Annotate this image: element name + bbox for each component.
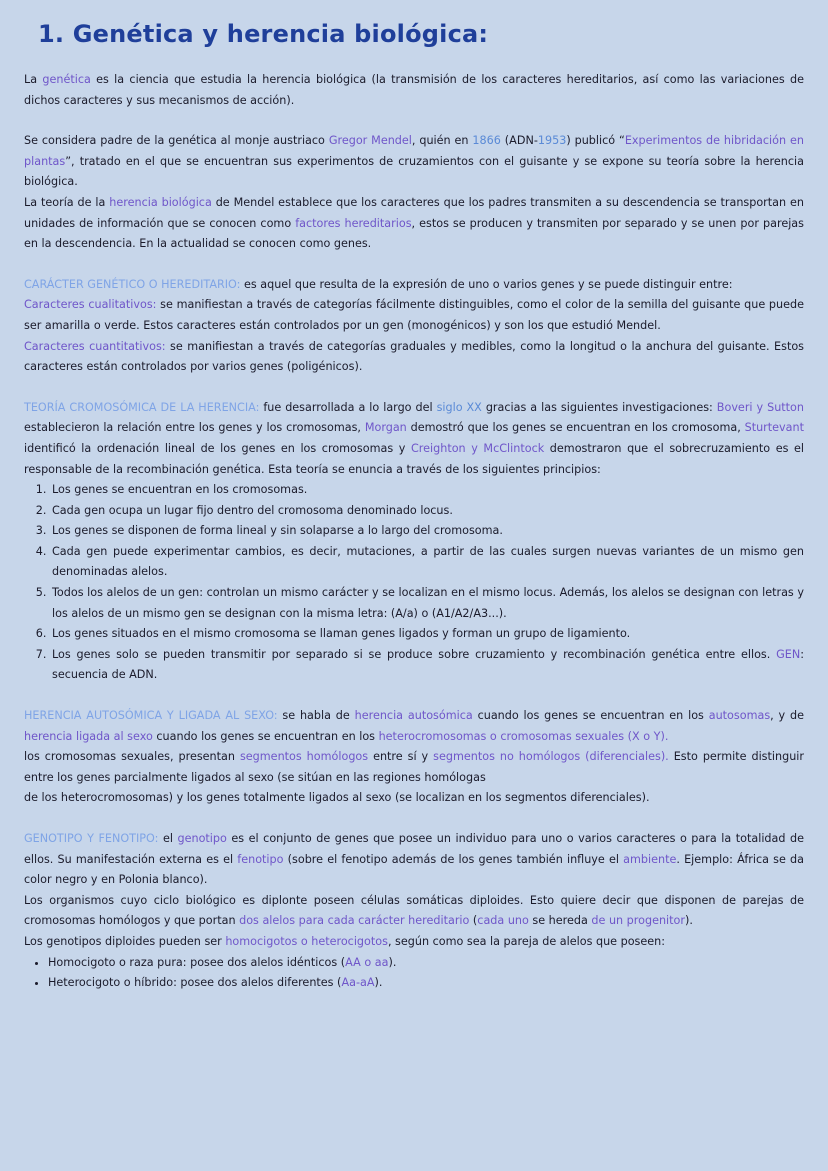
section-heading-herencia: HERENCIA AUTOSÓMICA Y LIGADA AL SEXO: (24, 709, 278, 723)
term-herencia-biologica: herencia biológica (109, 195, 212, 209)
term-morgan: Morgan (364, 421, 407, 435)
section-heading-genotipo: GENOTIPO Y FENOTIPO: (24, 832, 159, 845)
section-caracter: CARÁCTER GENÉTICO O HEREDITARIO: es aquel que resulta de la expresión de uno o varios genes y se puede distinguir entre: (24, 277, 733, 291)
list-item: 2. Cada gen ocupa un lugar fijo dentro del cromosoma denominado locus. (50, 501, 804, 522)
paragraph-diplonte: Los organismos cuyo ciclo biológico es diplonte poseen células somáticas diploides. Esto quiere decir que disponen de parejas de cromosomas homólogos y que portan dos alelos para cada carácter hereditario (cada uno se hereda de un progenitor). (24, 893, 804, 928)
term-cada-uno: cada uno (477, 914, 529, 928)
list-item: • Homocigoto o raza pura: posee dos alelos idénticos (AA o aa). (48, 953, 804, 974)
term-ligada-sexo: herencia ligada al sexo (24, 729, 153, 743)
term-factores: factores hereditarios (295, 216, 412, 230)
list-item: 7. Los genes solo se pueden transmitir por separado si se produce sobre cruzamiento y recombinación genética entre ellos. GEN: secuencia de ADN. (50, 645, 804, 686)
list-item: 4. Cada gen puede experimentar cambios, es decir, mutaciones, a partir de las cuales surgen nuevas variantes de un mismo gen denominadas alelos. (50, 542, 804, 583)
list-item: 5. Todos los alelos de un gen: controlan un mismo carácter y se localizan en el mismo locus. Además, los alelos se designan con letras y los alelos de un mismo gen se designan con la misma letra: (A/a) o (A1/A2/A3...). (50, 583, 804, 624)
paragraph-cuantitativos: Caracteres cuantitativos: se manifiestan a través de categorías graduales y medibles, como la longitud o la anchura del guisante. Estos caracteres están controlados por varios genes (poligénicos). (24, 339, 805, 374)
term-genotipo: genotipo (177, 832, 227, 845)
term-cuantitativos: Caracteres cuantitativos: (24, 339, 166, 353)
section-herencia-autosomica: HERENCIA AUTOSÓMICA Y LIGADA AL SEXO: se habla de herencia autosómica cuando los genes se encuentran en los autosomas, y de herencia ligada al sexo cuando los genes se encuentran en los heterocromosomas o cromosomas sexuales (X o Y). (24, 709, 804, 743)
paragraph-genotipos-diploides: Los genotipos diploides pueden ser homocigotos o heterocigotos, según como sea la pareja de alelos que poseen: (24, 934, 666, 948)
principles-list (24, 480, 804, 686)
list-item: 3. Los genes se disponen de forma lineal y sin solaparse a lo largo del cromosoma. (50, 521, 804, 542)
term-mendel: Gregor Mendel (328, 134, 412, 148)
paragraph-cualitativos: Caracteres cualitativos: se manifiestan a través de categorías fácilmente distinguibles, como el color de la semilla del guisante que puede ser amarilla o verde. Estos caracteres están controlados por un gen (monogénicos) y son los que estudió Mendel. (24, 298, 804, 332)
genotype-list (24, 953, 804, 994)
term-segmentos-no-homologos: segmentos no homólogos (diferenciales). (433, 750, 669, 764)
list-item: 1. Los genes se encuentran en los cromosomas. (50, 480, 804, 501)
term-gen: GEN (776, 647, 801, 661)
term-dos-alelos: dos alelos para cada carácter hereditario (239, 914, 470, 928)
paragraph-cromosomas-sexuales: los cromosomas sexuales, presentan segmentos homólogos entre sí y segmentos no homólogos (diferenciales). Esto permite distinguir entre los genes parcialmente ligados al sexo (se sitúan en las regiones homólogas de los heterocromosomas) y los genes totalmente ligados al sexo (se localizan en los segmentos diferenciales). (24, 750, 804, 805)
term-genetica: genética (42, 73, 91, 86)
section-heading-teoria: TEORÍA CROMOSÓMICA DE LA HERENCIA: (24, 400, 260, 414)
list-item: 6. Los genes situados en el mismo cromosoma se llaman genes ligados y forman un grupo de ligamiento. (50, 624, 804, 645)
term-heterocromosomas: heterocromosomas o cromosomas sexuales (X o Y). (378, 729, 669, 743)
section-teoria-cromosomica: TEORÍA CROMOSÓMICA DE LA HERENCIA: fue desarrollada a lo largo del siglo XX gracias a las siguientes investigaciones: Boveri y Sutton establecieron la relación entre los genes y los cromosomas, Morgan demostró que los genes se encuentran en los cromosoma, Sturtevant identificó la ordenación lineal de los genes en los cromosomas y Creighton y McClintock demostraron que el sobrecruzamiento es el responsable de la recombinación genética. Esta teoría se enuncia a través de los siguientes principios: (24, 400, 804, 476)
term-siglo: siglo XX (436, 400, 482, 414)
paragraph-mendel: Se considera padre de la genética al monje austriaco Gregor Mendel, quién en 1866 (ADN-1953) publicó “Experimentos de hibridación en plantas”, tratado en el que se encuentran sus experimentos de cruzamientos con el guisante y se expone su teoría sobre la herencia biológica. (24, 134, 804, 189)
term-aa-aa: Aa-aA (341, 976, 375, 990)
term-homocigotos: homocigotos o heterocigotos (225, 934, 388, 948)
term-herencia-autosomica: herencia autosómica (354, 709, 473, 723)
term-aa: AA o aa (345, 955, 389, 969)
paragraph-teoria-mendel: La teoría de la herencia biológica de Mendel establece que los caracteres que los padres transmiten a su descendencia se transportan en unidades de información que se conocen como factores hereditarios, estos se producen y transmiten por separado y se unen por parejas en la descendencia. En la actualidad se conocen como genes. (24, 195, 804, 251)
page-title: 1. Genética y herencia biológica: (38, 20, 489, 48)
term-boveri: Boveri y Sutton (716, 400, 804, 414)
term-cualitativos: Caracteres cualitativos: (24, 298, 157, 312)
term-creighton: Creighton y McClintock (410, 441, 545, 455)
term-experimentos: Experimentos de hibridación en plantas (24, 134, 804, 168)
term-fenotipo: fenotipo (237, 852, 284, 866)
list-item: • Heterocigoto o híbrido: posee dos alelos diferentes (Aa-aA). (48, 973, 804, 994)
term-progenitor: de un progenitor (591, 914, 685, 928)
term-sturtevant: Sturtevant (744, 421, 804, 435)
paragraph-genetica: La genética es la ciencia que estudia la herencia biológica (la transmisión de los caracteres hereditarios, así como las variaciones de dichos caracteres y sus mecanismos de acción). (24, 73, 804, 107)
term-segmentos-homologos: segmentos homólogos (239, 750, 369, 764)
year-1953: 1953 (537, 134, 567, 148)
year-1866: 1866 (472, 134, 501, 148)
term-ambiente: ambiente (623, 852, 677, 866)
term-autosomas: autosomas (708, 709, 771, 723)
section-genotipo: GENOTIPO Y FENOTIPO: el genotipo es el conjunto de genes que posee un individuo para uno o varios caracteres o para la totalidad de ellos. Su manifestación externa es el fenotipo (sobre el fenotipo además de los genes también influye el ambiente. Ejemplo: África se da color negro y en Polonia blanco). (24, 832, 805, 887)
section-heading-caracter: CARÁCTER GENÉTICO O HEREDITARIO: (24, 277, 241, 291)
